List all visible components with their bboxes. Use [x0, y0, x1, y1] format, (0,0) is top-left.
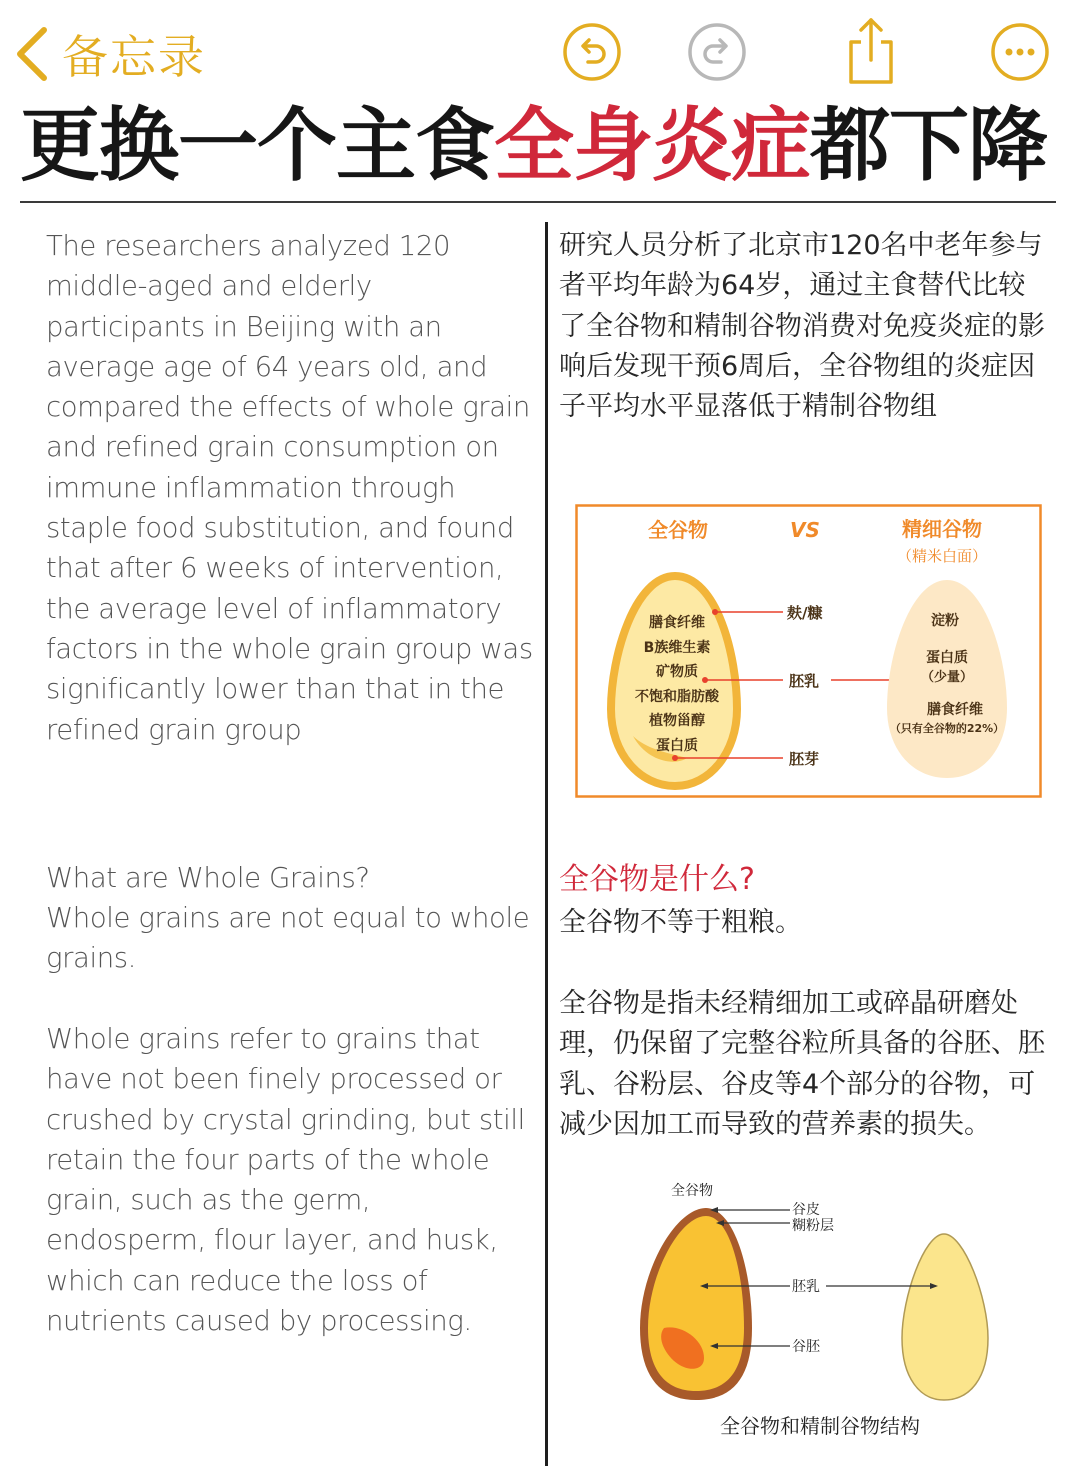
chinese-paragraph-1: 研究人员分析了北京市120名中老年参与者平均年龄为64岁，通过主食替代比较了全谷物和精制谷物消费对免疫炎症的影响后发现干预6周后，全谷物组的炎症因子平均水平显落低于精制谷物组 [559, 230, 1045, 423]
fig1-item-3: 矿物质 [656, 664, 698, 680]
more-button[interactable] [990, 22, 1050, 82]
note-title [20, 96, 1060, 196]
figure-caption: 全谷物和精制谷物结构 [720, 1414, 920, 1438]
english-paragraph-1: The researchers analyzed 120 middle-aged and elderly participants in Beijing with an average age of 64 years old, and compared the effects of whole grain and refined grain consumption on immune inflammation through staple food substitution, and found that after 6 weeks of intervention, the average level of inflammatory factors in the whole grain group was significantly lower than that in the refined grain group [46, 230, 533, 746]
fig1-label-bran: 麸/糠 [787, 604, 823, 622]
redo-button[interactable] [687, 22, 747, 82]
fig1-label-germ: 胚芽 [789, 750, 820, 768]
fig1-right-subtitle: （精米白面） [896, 547, 988, 565]
fig2-label-endosperm: 胚乳 [792, 1279, 820, 1295]
fig2-label-germ: 谷胚 [792, 1339, 820, 1355]
title-part-2: 都下降 [810, 99, 1047, 192]
refined-grain-kernel [902, 1234, 988, 1400]
fig2-label-aleurone: 糊粉层 [792, 1218, 834, 1234]
title-highlight: 全身炎症 [494, 99, 810, 192]
fig1-item-6: 蛋白质 [656, 738, 698, 754]
grain-comparison-figure [575, 504, 1042, 798]
column-divider [545, 222, 548, 1466]
share-button[interactable] [841, 16, 901, 86]
fig1-right-item-5: （只有全谷物的22%） [889, 722, 1005, 735]
chinese-paragraph-2: 全谷物是指未经精细加工或碎晶研磨处理，仍保留了完整谷粒所具备的谷胚、胚乳、谷粉层、谷皮等4个部分的谷物，可减少因加工而导致的营养素的损失。 [559, 988, 1045, 1140]
fig1-item-1: 膳食纤维 [649, 615, 705, 631]
undo-icon [562, 22, 622, 82]
chevron-left-icon [14, 26, 50, 82]
fig1-label-endosperm: 胚乳 [789, 672, 820, 690]
undo-button[interactable] [562, 22, 622, 82]
fig1-item-4: 不饱和脂肪酸 [635, 689, 719, 705]
navigation-bar [0, 0, 1080, 105]
fig2-label-husk: 谷皮 [792, 1202, 820, 1218]
fig1-item-5: 植物甾醇 [649, 713, 705, 729]
chinese-heading: 全谷物是什么? [559, 862, 755, 897]
english-answer: Whole grains are not equal to whole grains. [46, 902, 530, 975]
fig1-right-title: 精细谷物 [902, 517, 982, 541]
fig2-title: 全谷物 [671, 1183, 713, 1199]
share-icon [843, 16, 899, 86]
more-icon [990, 22, 1050, 82]
fig1-right-item-1: 淀粉 [931, 613, 959, 629]
redo-icon [687, 22, 747, 82]
grain-structure-figure [610, 1178, 1030, 1443]
fig1-left-title: 全谷物 [648, 518, 708, 542]
back-button[interactable] [14, 22, 206, 86]
chinese-answer: 全谷物不等于粗粮。 [559, 907, 802, 938]
fig1-right-item-3: （少量） [920, 670, 974, 685]
english-paragraph-2: Whole grains refer to grains that have not been finely processed or crushed by crystal grinding, but still retain the four parts of the whole grain, such as the germ, endosperm, flour layer, and husk, which can reduce the loss of nutrients caused by processing. [46, 1023, 525, 1338]
english-question: What are Whole Grains? [46, 862, 370, 894]
fig1-right-item-4: 膳食纤维 [927, 702, 983, 718]
title-part-1: 更换一个主食 [20, 99, 494, 192]
back-label: 备忘录 [62, 30, 206, 84]
title-rule [20, 201, 1056, 203]
fig1-vs: VS [790, 518, 820, 542]
fig1-item-2: B族维生素 [643, 640, 711, 656]
fig1-right-item-2: 蛋白质 [926, 650, 968, 666]
